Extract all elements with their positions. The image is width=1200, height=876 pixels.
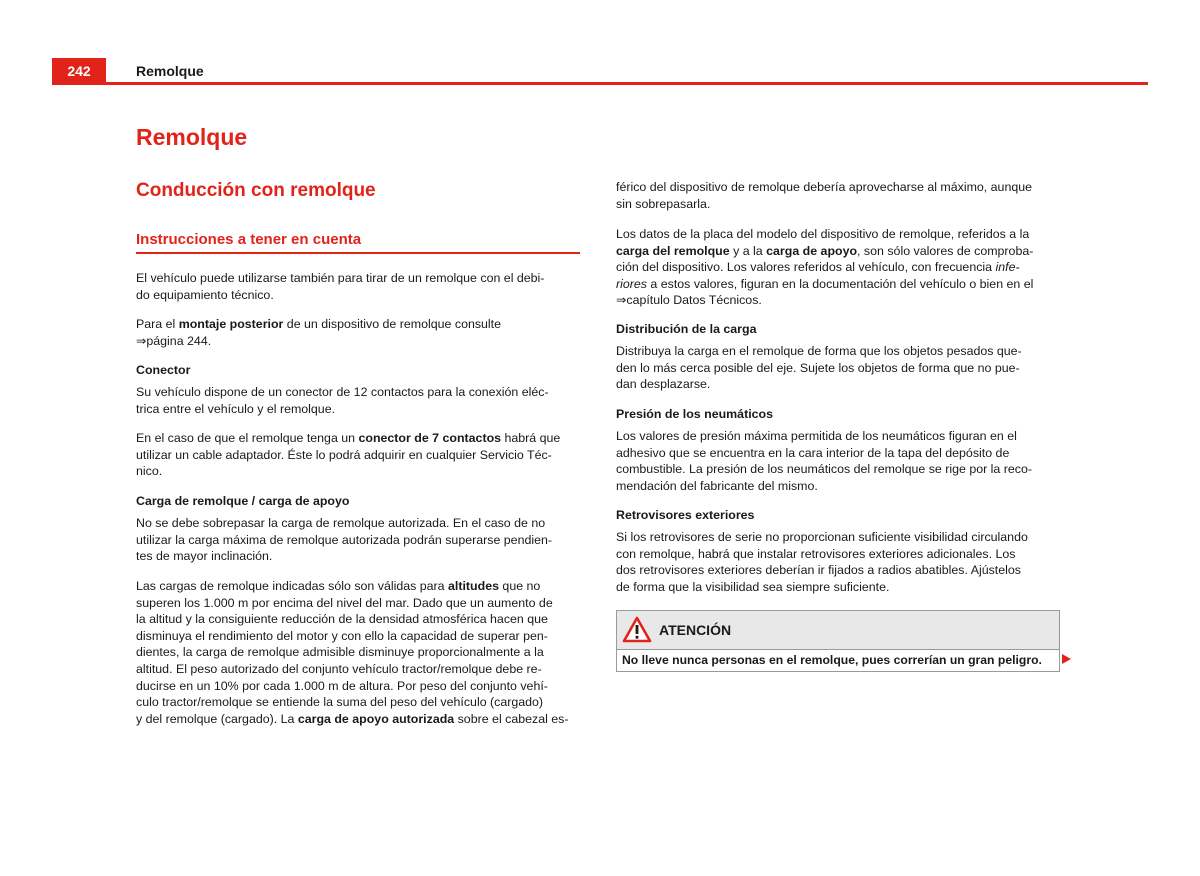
- mirrors-paragraph: Si los retrovisores de serie no proporcionan suficiente visibilidad circulando con remolque, habrá que instalar retrovisores exteriores adicionales. Los dos retrovisores exteriores deberían ir fijados a radios abatibles. Ajústelos de forma que la visibilidad sea siempre suficiente.: [616, 530, 1028, 594]
- continue-arrow-icon: [1062, 654, 1071, 664]
- warning-header: [617, 611, 1059, 650]
- section-title: Conducción con remolque: [136, 180, 376, 201]
- header-rule: [52, 82, 1148, 85]
- adapter-paragraph: En el caso de que el remolque tenga un conector de 7 contactos habrá que utilizar un cable adaptador. Éste lo podrá adquirir en cualquier Servicio Téc- nico.: [136, 431, 561, 479]
- subsection-rule: [136, 252, 580, 254]
- warning-text: No lleve nunca personas en el remolque, pues correrían un gran peligro.: [622, 653, 1042, 667]
- intro-paragraph: El vehículo puede utilizarse también para tirar de un remolque con el debi- do equipamiento técnico.: [136, 271, 545, 302]
- load-distribution-paragraph: Distribuya la carga en el remolque de forma que los objetos pesados que- den lo más cerca posible del eje. Sujete los objetos de forma que no pue- dan desplazarse.: [616, 344, 1022, 392]
- connector-heading: Conector: [136, 363, 191, 377]
- continued-paragraph: férico del dispositivo de remolque debería aprovecharse al máximo, aunque sin sobrepasarla.: [616, 180, 1033, 211]
- running-header-title: Remolque: [136, 63, 204, 79]
- trailer-load-paragraph: No se debe sobrepasar la carga de remolque autorizada. En el caso de no utilizar la carga máxima de remolque autorizada podrán superarse pendien- tes de mayor inclinación.: [136, 516, 553, 564]
- page-number: 242: [52, 58, 106, 84]
- altitude-paragraph: Las cargas de remolque indicadas sólo son válidas para altitudes que no superen los 1.000 m por encima del nivel del mar. Dado que un aumento de la altitud y la consiguiente reducción de la densidad atmosférica hacen que disminuya el rendimiento del motor y con ello la capacidad de superar pen- dientes, la carga de remolque admisible disminuye proporcionalmente a la altitud. El peso autorizado del conjunto vehículo tractor/remolque debe re- ducirse en un 10% por cada 1.000 m de altura. Por peso del conjunto vehí- culo tractor/remolque se entiende la suma del peso del vehículo (cargado) y del remolque (cargado). La carga de apoyo autorizada sobre el cabezal es-: [136, 579, 569, 726]
- tyre-pressure-heading: Presión de los neumáticos: [616, 407, 773, 421]
- mounting-paragraph: Para el montaje posterior de un dispositivo de remolque consulte ⇒página 244.: [136, 317, 502, 348]
- warning-box: [616, 610, 1060, 672]
- trailer-load-heading: Carga de remolque / carga de apoyo: [136, 494, 350, 508]
- warning-title: ATENCIÓN: [659, 622, 732, 638]
- subsection-title: Instrucciones a tener en cuenta: [136, 231, 362, 248]
- mirrors-heading: Retrovisores exteriores: [616, 508, 755, 522]
- chapter-title: Remolque: [136, 124, 248, 150]
- connector-paragraph: Su vehículo dispone de un conector de 12 contactos para la conexión eléc- trica entre el vehículo y el remolque.: [136, 385, 549, 416]
- load-distribution-heading: Distribución de la carga: [616, 322, 757, 336]
- tyre-pressure-paragraph: Los valores de presión máxima permitida de los neumáticos figuran en el adhesivo que se encuentra en la cara interior de la tapa del depósito de combustible. La presión de los neumáticos del remolque se rige por la reco- mendación del fabricante del mismo.: [616, 429, 1032, 493]
- warning-triangle-icon: [622, 616, 652, 643]
- plate-data-paragraph: Los datos de la placa del modelo del dispositivo de remolque, referidos a la carga del remolque y a la carga de apoyo, son sólo valores de comproba- ción del dispositivo. Los valores referidos al vehículo, con frecuencia infe- riores a estos valores, figuran en la documentación del vehículo o bien en el ⇒capítulo Datos Técnicos.: [616, 227, 1034, 308]
